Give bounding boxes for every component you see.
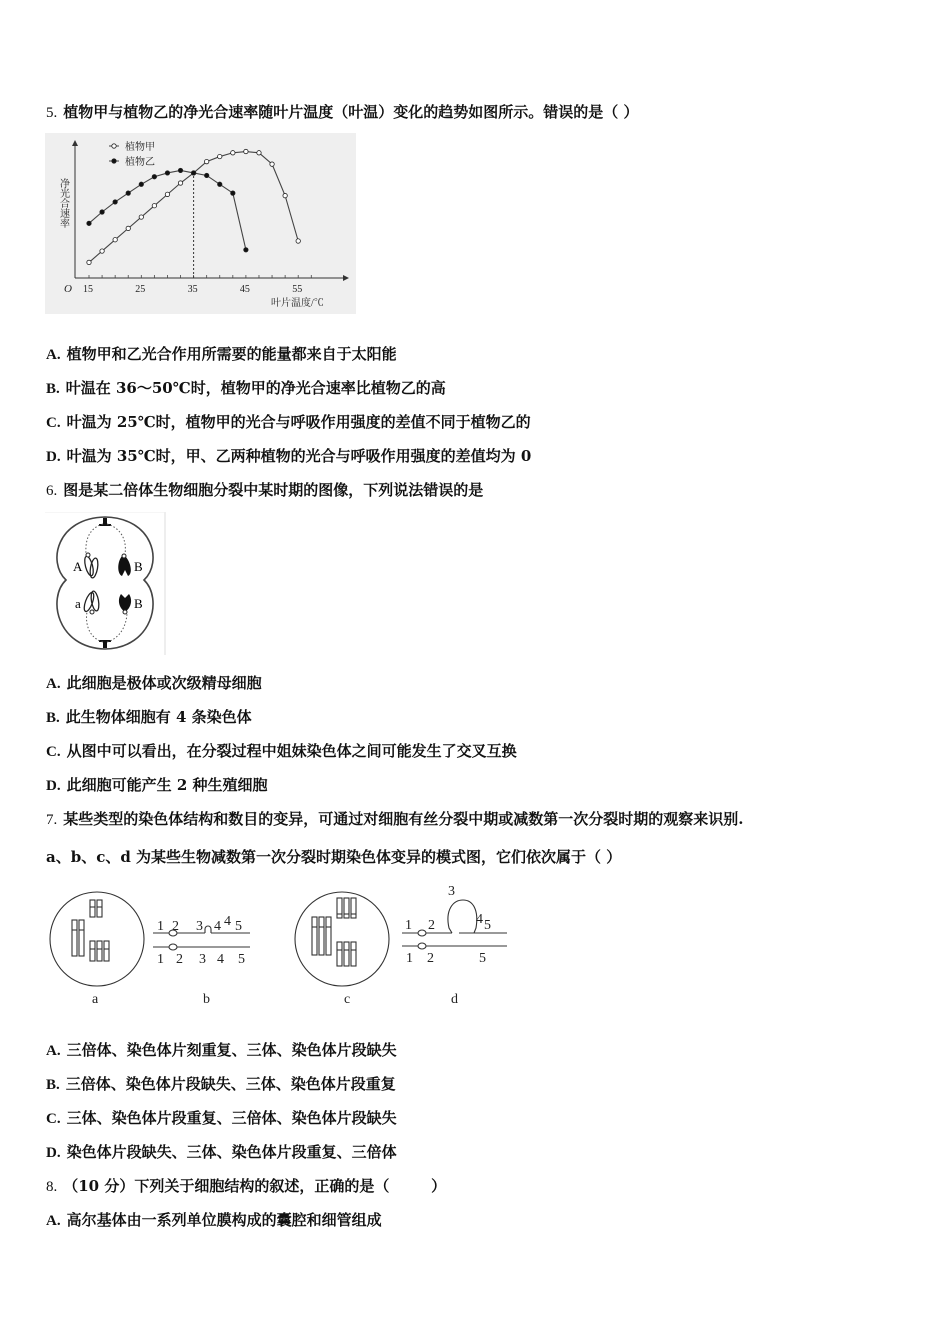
- q5-option-a[interactable]: [46, 344, 397, 365]
- q6-option-d[interactable]: [46, 775, 267, 796]
- question-text: a、b、c、d 为某些生物减数第一次分裂时期染色体变异的模式图，它们依次属于（ ）: [46, 848, 622, 866]
- svg-text:植物乙: 植物乙: [125, 157, 155, 168]
- gene-label: 1: [157, 919, 164, 934]
- question-text: 植物甲与植物乙的净光合速率随叶片温度（叶温）变化的趋势如图所示。错误的是（ ）: [63, 103, 639, 121]
- option-text: 植物甲和乙光合作用所需要的能量都来自于太阳能: [66, 345, 397, 363]
- gene-label: 5: [238, 952, 245, 967]
- q8-option-a[interactable]: [46, 1210, 382, 1231]
- q7-option-b[interactable]: [46, 1074, 396, 1095]
- q7-option-a[interactable]: [46, 1040, 397, 1061]
- figure-caption: c: [344, 992, 351, 1007]
- option-label: A.: [46, 1043, 61, 1059]
- option-text: 染色体片段缺失、三体、染色体片段重复、三倍体: [66, 1143, 397, 1161]
- question-text: 图是某二倍体生物细胞分裂中某时期的图像，下列说法错误的是: [63, 481, 484, 499]
- figure-caption: b: [203, 992, 210, 1007]
- option-label: A.: [46, 676, 61, 692]
- question-text: 某些类型的染色体结构和数目的变异，可通过对细胞有丝分裂中期或减数第一次分裂时期的观察来识别.: [63, 810, 744, 828]
- gene-label: 2: [176, 952, 183, 967]
- question-number: 6.: [46, 483, 58, 499]
- gene-label: 1: [405, 918, 412, 933]
- q5-option-b[interactable]: [46, 378, 446, 399]
- question-6-stem: [46, 480, 483, 501]
- option-label: D.: [46, 449, 61, 465]
- gene-label: 4: [224, 914, 231, 929]
- gene-label: 1: [157, 952, 164, 967]
- option-text: 高尔基体由一系列单位膜构成的囊腔和细管组成: [66, 1211, 382, 1229]
- q6-option-c[interactable]: [46, 741, 517, 762]
- svg-text:55: 55: [292, 284, 303, 295]
- q7-option-d[interactable]: [46, 1142, 397, 1163]
- svg-text:45: 45: [239, 284, 250, 295]
- option-text: 三倍体、染色体片段缺失、三体、染色体片段重复: [65, 1075, 396, 1093]
- gene-label: 2: [428, 918, 435, 933]
- figure-caption: d: [451, 992, 458, 1007]
- svg-text:植物甲: 植物甲: [125, 142, 155, 153]
- allele-label: B: [134, 596, 143, 611]
- gene-label: 4: [217, 952, 224, 967]
- gene-label: 5: [484, 918, 491, 933]
- option-label: A.: [46, 347, 61, 363]
- svg-text:叶片温度/℃: 叶片温度/℃: [271, 298, 324, 309]
- option-label: C.: [46, 1111, 61, 1127]
- question-7-stem: [46, 809, 743, 830]
- gene-label: 3: [196, 919, 203, 934]
- gene-label: 5: [479, 951, 486, 966]
- gene-label: 3: [199, 952, 206, 967]
- gene-label: 5: [235, 919, 242, 934]
- question-7-stem-2: [46, 847, 621, 867]
- option-text: 此生物体细胞有 4 条染色体: [65, 708, 252, 726]
- svg-text:O: O: [64, 283, 72, 295]
- gene-label: 4: [214, 919, 221, 934]
- option-text: 三体、染色体片段重复、三倍体、染色体片段缺失: [66, 1109, 397, 1127]
- option-text: 叶温为 25℃时，植物甲的光合与呼吸作用强度的差值不同于植物乙的: [66, 413, 531, 431]
- q6-option-b[interactable]: [46, 707, 252, 728]
- allele-label: A: [73, 559, 83, 574]
- cell-division-figure: [45, 512, 166, 655]
- figure-caption: a: [92, 992, 99, 1007]
- option-label: B.: [46, 710, 60, 726]
- gene-label: 3: [448, 884, 455, 899]
- option-text: 此细胞是极体或次级精母细胞: [66, 674, 262, 692]
- question-8-stem: [46, 1176, 446, 1197]
- gene-label: 4: [476, 912, 483, 927]
- option-text: 叶温为 35℃时，甲、乙两种植物的光合与呼吸作用强度的差值均为 0: [66, 447, 532, 465]
- gene-label: 1: [406, 951, 413, 966]
- svg-text:净光合速率: 净光合速率: [57, 178, 69, 228]
- option-label: C.: [46, 415, 61, 431]
- question-number: 8.: [46, 1179, 58, 1195]
- line-chart: [45, 133, 356, 314]
- chromosome-variation-figures: [45, 880, 515, 1010]
- option-label: A.: [46, 1213, 61, 1229]
- option-label: D.: [46, 1145, 61, 1161]
- allele-label: B: [134, 559, 143, 574]
- question-number: 5.: [46, 105, 58, 121]
- option-label: B.: [46, 1077, 60, 1093]
- question-number: 7.: [46, 812, 58, 828]
- gene-label: 2: [427, 951, 434, 966]
- option-text: 三倍体、染色体片刻重复、三体、染色体片段缺失: [66, 1041, 397, 1059]
- option-label: C.: [46, 744, 61, 760]
- svg-text:25: 25: [135, 284, 146, 295]
- q7-option-c[interactable]: [46, 1108, 397, 1129]
- net-photosynthesis-chart: [45, 133, 356, 314]
- option-text: 叶温在 36～50℃时，植物甲的净光合速率比植物乙的高: [65, 379, 446, 397]
- q5-option-c[interactable]: [46, 412, 531, 433]
- option-text: 从图中可以看出，在分裂过程中姐妹染色体之间可能发生了交叉互换: [66, 742, 517, 760]
- question-5-stem: [46, 102, 638, 123]
- q5-option-d[interactable]: [46, 446, 531, 467]
- option-text: 此细胞可能产生 2 种生殖细胞: [66, 776, 268, 794]
- svg-text:35: 35: [187, 284, 198, 295]
- question-text: （10 分）下列关于细胞结构的叙述，正确的是（ ）: [63, 1177, 447, 1195]
- option-label: B.: [46, 381, 60, 397]
- q6-option-a[interactable]: [46, 673, 262, 694]
- svg-text:15: 15: [83, 284, 93, 295]
- gene-label: 2: [172, 919, 179, 934]
- option-label: D.: [46, 778, 61, 794]
- allele-label: a: [75, 596, 81, 611]
